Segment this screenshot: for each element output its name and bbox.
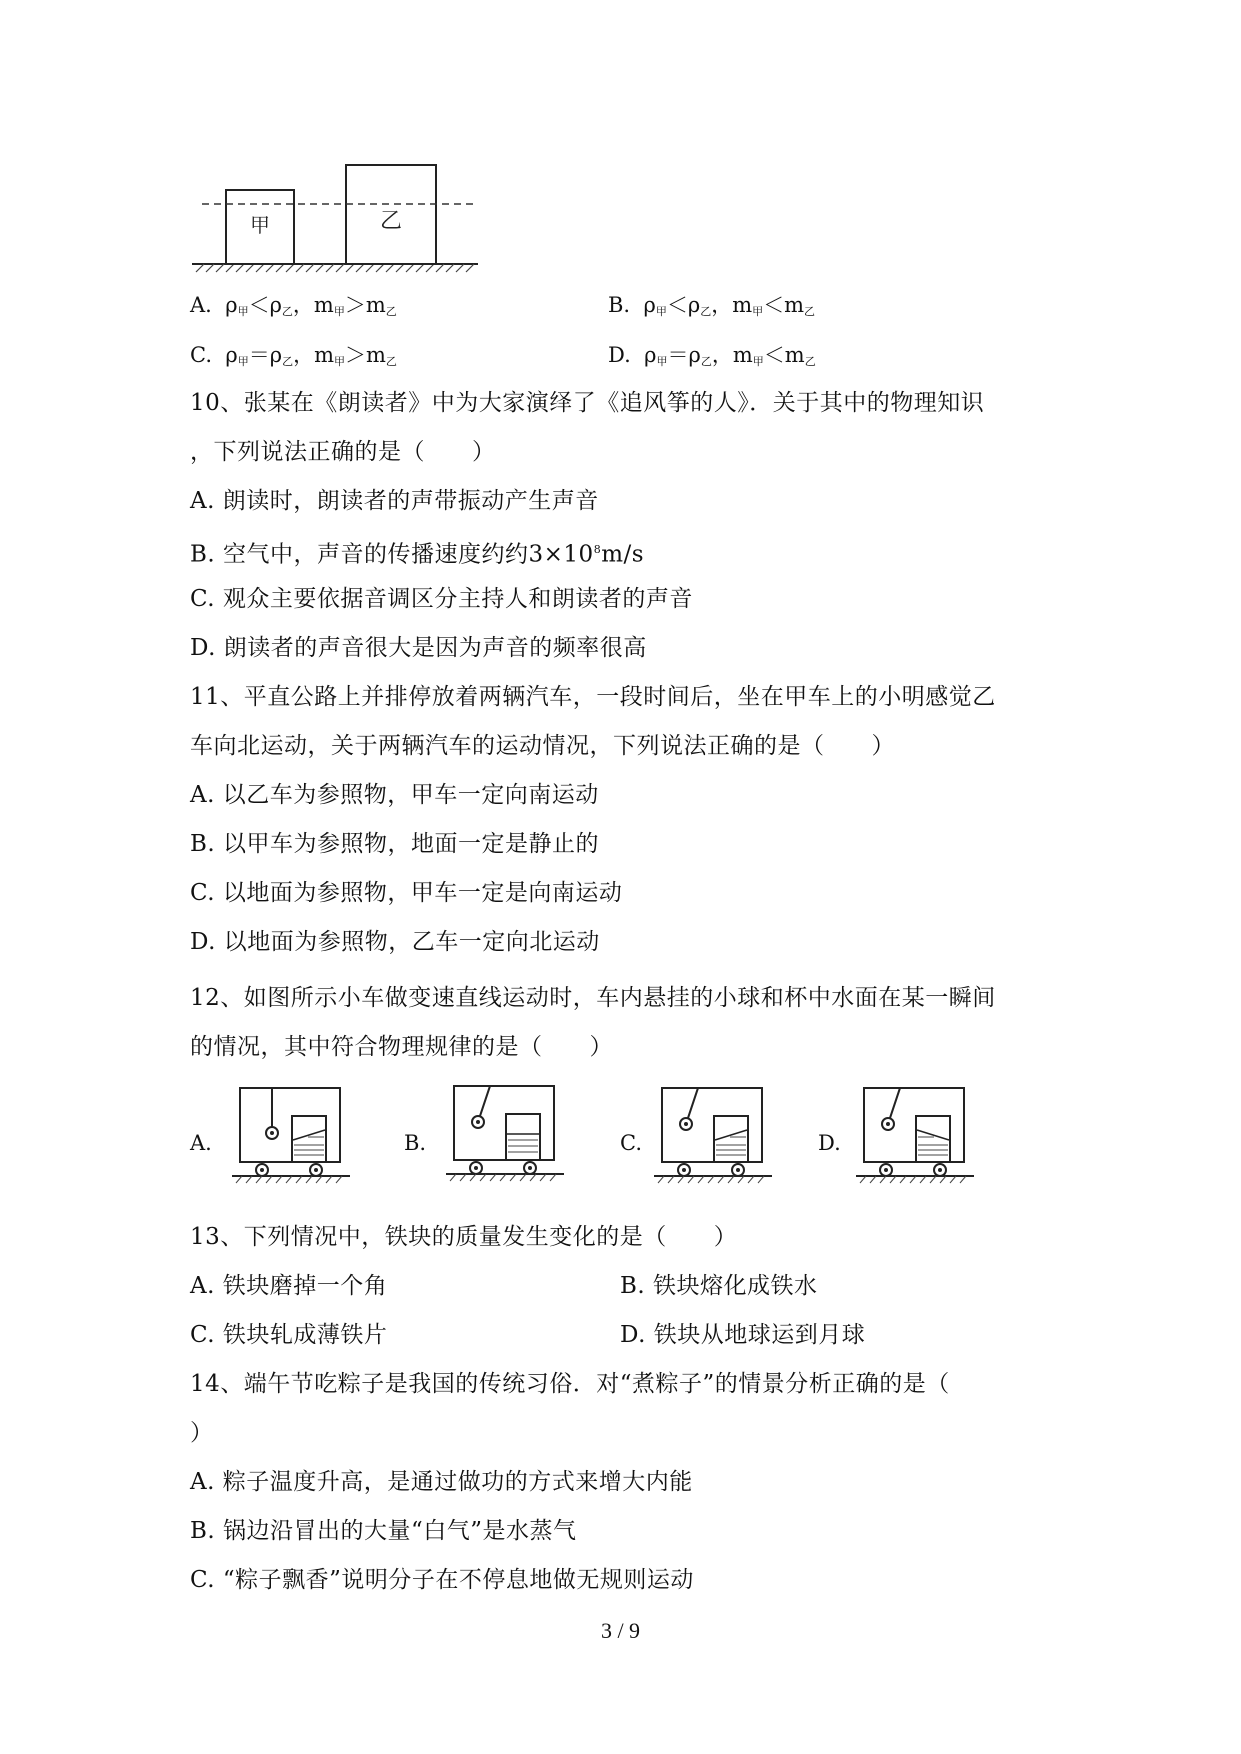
q14-stem-line1: 14、端午节吃粽子是我国的传统习俗．对“煮粽子”的情景分析正确的是（	[190, 1371, 950, 1397]
q10-stem-line1: 10、张某在《朗读者》中为大家演绎了《追风筝的人》．关于其中的物理知识	[190, 390, 985, 416]
q14-stem-line2: ）	[190, 1420, 214, 1446]
q9-option-d: D. $\rho_甲=\rho_乙$，$m_甲<m_乙$	[608, 343, 816, 368]
q12-label-b: B.	[404, 1131, 427, 1155]
q12-cart-d	[856, 1086, 974, 1184]
q10-option-b: B. 空气中，声音的传播速度约约$3\times 10^8m/s$	[190, 541, 645, 568]
q11-stem-line2: 车向北运动，关于两辆汽车的运动情况，下列说法正确的是（ ）	[190, 733, 895, 759]
q10-option-c: C. 观众主要依据音调区分主持人和朗读者的声音	[190, 586, 693, 612]
q11-option-d: D. 以地面为参照物，乙车一定向北运动	[190, 929, 600, 955]
q11-stem-line1: 11、平直公路上并排停放着两辆汽车，一段时间后，坐在甲车上的小明感觉乙	[190, 684, 996, 710]
q12-label-c: C.	[620, 1131, 642, 1155]
q10-option-d: D. 朗读者的声音很大是因为声音的频率很高	[190, 635, 647, 661]
q12-label-d: D.	[818, 1131, 841, 1155]
q12-cart-b	[446, 1084, 564, 1182]
q9-option-c: C. $\rho_甲=\rho_乙$，$m_甲>m_乙$	[190, 343, 397, 368]
q9-option-b: B. $\rho_甲<\rho_乙$，$m_甲<m_乙$	[608, 293, 816, 318]
q11-option-c: C. 以地面为参照物，甲车一定是向南运动	[190, 880, 623, 906]
q12-cart-a	[232, 1086, 350, 1184]
q13-option-a: A. 铁块磨掉一个角	[190, 1273, 388, 1299]
q13-option-d: D. 铁块从地球运到月球	[620, 1322, 866, 1348]
page-number: 3 / 9	[600, 1618, 641, 1643]
q10-stem-line2: ，下列说法正确的是（ ）	[190, 439, 496, 465]
q10-option-a: A. 朗读时，朗读者的声带振动产生声音	[190, 488, 599, 514]
q11-option-a: A. 以乙车为参照物，甲车一定向南运动	[190, 782, 599, 808]
q13-option-c: C. 铁块轧成薄铁片	[190, 1322, 388, 1348]
q12-stem-line2: 的情况，其中符合物理规律的是（ ）	[190, 1034, 613, 1060]
block-jia-label: 甲	[250, 213, 270, 237]
q9-option-a: A. $\rho_甲<\rho_乙$，$m_甲>m_乙$	[190, 293, 397, 318]
block-yi-label: 乙	[379, 209, 403, 234]
q13-stem: 13、下列情况中，铁块的质量发生变化的是（ ）	[190, 1224, 738, 1250]
q9-figure	[190, 160, 480, 275]
q14-option-b: B. 锅边沿冒出的大量“白气”是水蒸气	[190, 1518, 577, 1544]
q13-option-b: B. 铁块熔化成铁水	[620, 1273, 818, 1299]
q12-stem-line1: 12、如图所示小车做变速直线运动时，车内悬挂的小球和杯中水面在某一瞬间	[190, 985, 996, 1011]
q14-option-c: C. “粽子飘香”说明分子在不停息地做无规则运动	[190, 1567, 694, 1593]
q11-option-b: B. 以甲车为参照物，地面一定是静止的	[190, 831, 600, 857]
q14-option-a: A. 粽子温度升高，是通过做功的方式来增大内能	[190, 1469, 693, 1495]
q12-cart-c	[654, 1086, 772, 1184]
q12-label-a: A.	[190, 1131, 212, 1155]
